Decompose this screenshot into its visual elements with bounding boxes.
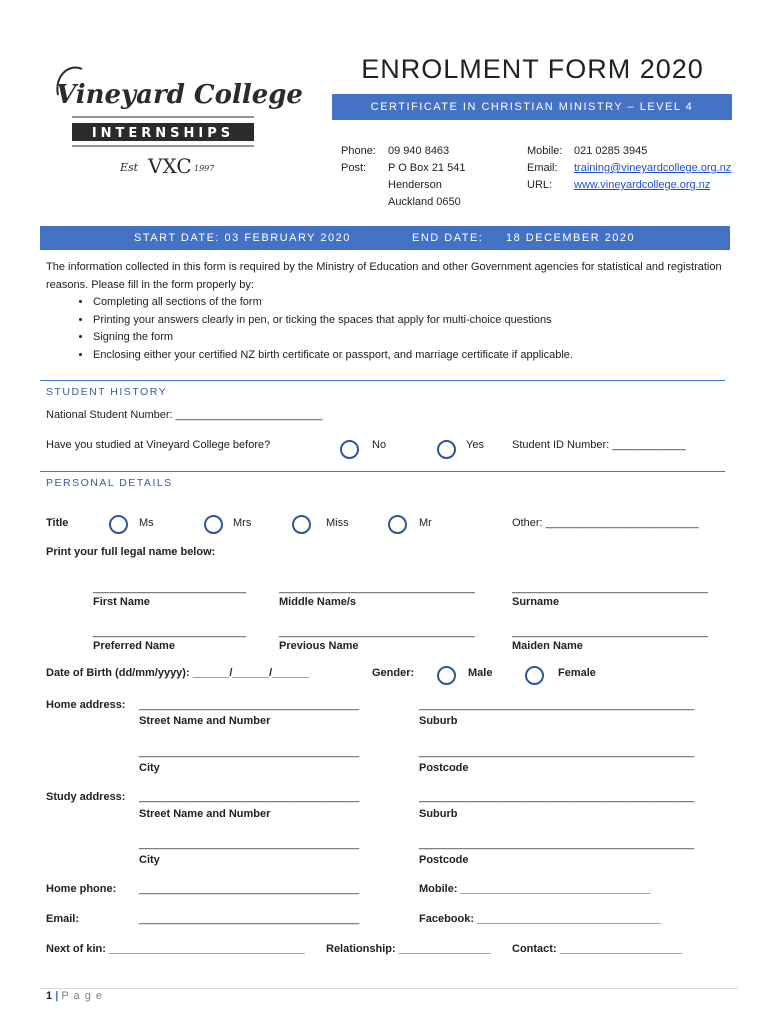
page-footer: 1 | P a g e	[46, 990, 103, 1002]
title-ms-radio[interactable]	[109, 515, 128, 534]
suburb-label: Suburb	[419, 808, 458, 820]
first-name-field[interactable]: _________________________	[93, 582, 246, 594]
home-street-field[interactable]: ____________________________________	[139, 699, 360, 711]
first-name-label: First Name	[93, 596, 150, 608]
form-title: ENROLMENT FORM 2020	[361, 54, 704, 84]
intro-text	[46, 259, 736, 364]
study-city-field[interactable]: ____________________________________	[139, 838, 360, 850]
course-banner: CERTIFICATE IN CHRISTIAN MINISTRY – LEVEL 4	[332, 94, 732, 120]
post-line2: Henderson	[388, 179, 442, 191]
study-address-label: Study address:	[46, 791, 126, 803]
gender-male-radio[interactable]	[437, 666, 456, 685]
email-label: Email:	[46, 913, 80, 925]
dates-banner	[40, 226, 730, 250]
page-word: P a g e	[61, 990, 103, 1002]
section-divider	[40, 380, 725, 381]
maiden-name-label: Maiden Name	[512, 640, 583, 652]
student-history-heading: STUDENT HISTORY	[46, 386, 168, 398]
post-line1: P O Box 21 541	[388, 162, 466, 174]
study-street-field[interactable]: ____________________________________	[139, 791, 360, 803]
title-miss-radio[interactable]	[292, 515, 311, 534]
previous-name-field[interactable]: ________________________________	[279, 626, 475, 638]
phone-label: Phone:	[341, 145, 376, 157]
surname-field[interactable]: ________________________________	[512, 582, 708, 594]
dob-field[interactable]: Date of Birth (dd/mm/yyyy): ______/______/______	[46, 667, 309, 679]
personal-details-heading: PERSONAL DETAILS	[46, 477, 173, 489]
studied-yes-radio[interactable]	[437, 440, 456, 459]
home-city-field[interactable]: ____________________________________	[139, 746, 360, 758]
street-label: Street Name and Number	[139, 808, 271, 820]
phone-value: 09 940 8463	[388, 145, 450, 157]
contact-left	[341, 143, 465, 211]
url-link[interactable]: www.vineyardcollege.org.nz	[574, 179, 711, 191]
logo-year: 1997	[194, 164, 215, 173]
email-link[interactable]: training@vineyardcollege.org.nz	[574, 162, 732, 174]
home-phone-label: Home phone:	[46, 883, 117, 895]
mobile-field[interactable]: Mobile: _______________________________	[419, 883, 651, 895]
title-miss-label: Miss	[326, 517, 349, 529]
college-logo	[52, 55, 303, 180]
email-field[interactable]: ____________________________________	[139, 913, 360, 925]
city-label: City	[139, 854, 160, 866]
facebook-field[interactable]: Facebook: ______________________________	[419, 913, 661, 925]
title-label: Title	[46, 517, 69, 529]
preferred-name-label: Preferred Name	[93, 640, 175, 652]
mobile-label: Mobile:	[527, 145, 563, 157]
list-item: • Printing your answers clearly in pen, or ticking the spaces that apply for multi-choice questions	[92, 312, 736, 330]
city-label: City	[139, 762, 160, 774]
nsn-field[interactable]: National Student Number: ________________________	[46, 409, 323, 421]
middle-name-label: Middle Name/s	[279, 596, 357, 608]
next-of-kin-field[interactable]: Next of kin: ________________________________	[46, 943, 305, 955]
post-label: Post:	[341, 162, 367, 174]
studied-no-radio[interactable]	[340, 440, 359, 459]
logo-est: Est	[120, 161, 139, 174]
gender-label: Gender:	[372, 667, 415, 679]
title-mrs-label: Mrs	[233, 517, 252, 529]
intro-paragraph: The information collected in this form is required by the Ministry of Education and other Government agencies for statistical and registration reasons. Please fill in the form properly by:	[46, 261, 722, 291]
home-suburb-field[interactable]: _____________________________________________	[419, 699, 695, 711]
title-ms-label: Ms	[139, 517, 154, 529]
no-label: No	[372, 439, 387, 451]
list-item: • Signing the form	[92, 329, 736, 347]
start-date: START DATE: 03 FEBRUARY 2020	[134, 232, 351, 244]
end-date: 18 DECEMBER 2020	[506, 232, 636, 244]
title-mrs-radio[interactable]	[204, 515, 223, 534]
list-item: • Enclosing either your certified NZ birth certificate or passport, and marriage certificate if applicable.	[92, 347, 736, 365]
maiden-name-field[interactable]: ________________________________	[512, 626, 708, 638]
home-address-label: Home address:	[46, 699, 126, 711]
title-mr-label: Mr	[419, 517, 432, 529]
yes-label: Yes	[466, 439, 484, 451]
mobile-value: 021 0285 3945	[574, 145, 648, 157]
home-postcode-field[interactable]: _____________________________________________	[419, 746, 695, 758]
postcode-label: Postcode	[419, 762, 469, 774]
intro-list	[46, 294, 736, 364]
logo-text: Vineyard College	[56, 80, 303, 110]
gender-female-radio[interactable]	[525, 666, 544, 685]
study-suburb-field[interactable]: _____________________________________________	[419, 791, 695, 803]
logo-sub: INTERNSHIPS	[91, 126, 235, 141]
surname-label: Surname	[512, 596, 560, 608]
student-id-field[interactable]: Student ID Number: ____________	[512, 439, 686, 451]
gender-female-label: Female	[558, 667, 596, 679]
title-other-field[interactable]: Other: _________________________	[512, 517, 699, 529]
email-label: Email:	[527, 162, 558, 174]
previous-name-label: Previous Name	[279, 640, 359, 652]
print-name-instruction: Print your full legal name below:	[46, 546, 216, 558]
gender-male-label: Male	[468, 667, 493, 679]
logo-mark: VXC	[148, 154, 192, 178]
url-label: URL:	[527, 179, 553, 191]
studied-question: Have you studied at Vineyard College before?	[46, 439, 271, 451]
end-date-label: END DATE:	[412, 232, 484, 244]
home-phone-field[interactable]: ____________________________________	[139, 883, 360, 895]
middle-name-field[interactable]: ________________________________	[279, 582, 475, 594]
list-item: • Completing all sections of the form	[92, 294, 736, 312]
contact-field[interactable]: Contact: ____________________	[512, 943, 683, 955]
suburb-label: Suburb	[419, 715, 458, 727]
study-postcode-field[interactable]: _____________________________________________	[419, 838, 695, 850]
section-divider	[40, 471, 725, 472]
title-mr-radio[interactable]	[388, 515, 407, 534]
footer-rule	[40, 988, 738, 989]
street-label: Street Name and Number	[139, 715, 271, 727]
contact-right	[527, 143, 731, 194]
relationship-field[interactable]: Relationship: _______________	[326, 943, 491, 955]
preferred-name-field[interactable]: _________________________	[93, 626, 246, 638]
postcode-label: Postcode	[419, 854, 469, 866]
page-number: 1	[46, 990, 53, 1002]
post-line3: Auckland 0650	[388, 196, 461, 208]
